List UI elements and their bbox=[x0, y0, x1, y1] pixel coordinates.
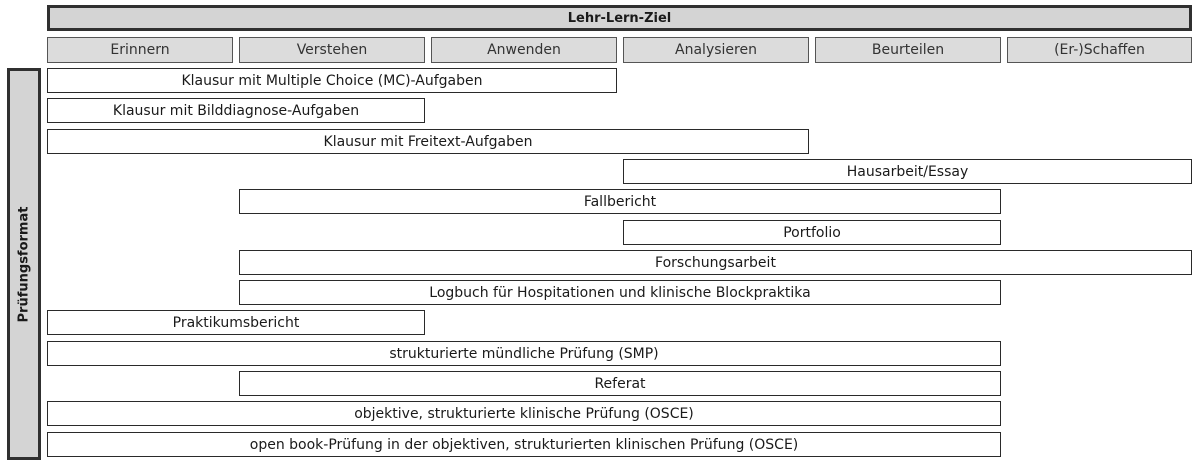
format-label: Klausur mit Multiple Choice (MC)-Aufgaben bbox=[181, 72, 483, 89]
pruefungsformat-side-label bbox=[7, 68, 41, 460]
format-label: strukturierte mündliche Prüfung (SMP) bbox=[389, 345, 659, 362]
format-label: Fallbericht bbox=[583, 193, 657, 210]
format-label: Praktikumsbericht bbox=[172, 314, 300, 331]
format-label: objektive, strukturierte klinische Prüfung (OSCE) bbox=[354, 405, 694, 422]
format-label: Hausarbeit/Essay bbox=[846, 163, 969, 180]
format-range-box bbox=[47, 341, 1001, 366]
format-label: Logbuch für Hospitationen und klinische Blockpraktika bbox=[429, 284, 811, 301]
format-label: Referat bbox=[594, 375, 646, 392]
level-label: Erinnern bbox=[110, 42, 170, 58]
format-range-box bbox=[239, 280, 1001, 305]
format-range-box bbox=[623, 220, 1001, 245]
lehr-lern-ziel-header bbox=[47, 5, 1192, 31]
format-range-box bbox=[239, 250, 1192, 275]
level-label: Anwenden bbox=[487, 42, 561, 58]
format-range-box bbox=[47, 68, 617, 93]
format-range-box bbox=[47, 310, 425, 335]
level-label: Analysieren bbox=[675, 42, 757, 58]
header-title: Lehr-Lern-Ziel bbox=[567, 10, 672, 26]
format-label: Klausur mit Bilddiagnose-Aufgaben bbox=[112, 102, 360, 119]
format-range-box bbox=[47, 432, 1001, 457]
format-range-box bbox=[47, 401, 1001, 426]
side-title: Prüfungsformat bbox=[16, 206, 32, 322]
format-label: Portfolio bbox=[783, 224, 841, 241]
format-label: Forschungsarbeit bbox=[655, 254, 776, 271]
format-range-box bbox=[47, 98, 425, 123]
format-range-box bbox=[623, 159, 1192, 184]
format-range-box bbox=[239, 189, 1001, 214]
format-range-box bbox=[239, 371, 1001, 396]
format-label: Klausur mit Freitext-Aufgaben bbox=[323, 133, 533, 150]
level-6 bbox=[1007, 37, 1192, 63]
level-1 bbox=[47, 37, 233, 63]
level-label: Verstehen bbox=[296, 42, 368, 58]
level-label: Beurteilen bbox=[871, 42, 945, 58]
format-label: open book-Prüfung in der objektiven, strukturierten klinischen Prüfung (OSCE) bbox=[249, 436, 799, 453]
level-3 bbox=[431, 37, 617, 63]
level-2 bbox=[239, 37, 425, 63]
level-4 bbox=[623, 37, 809, 63]
level-label: (Er-)Schaffen bbox=[1054, 42, 1145, 58]
format-range-box bbox=[47, 129, 809, 154]
level-5 bbox=[815, 37, 1001, 63]
